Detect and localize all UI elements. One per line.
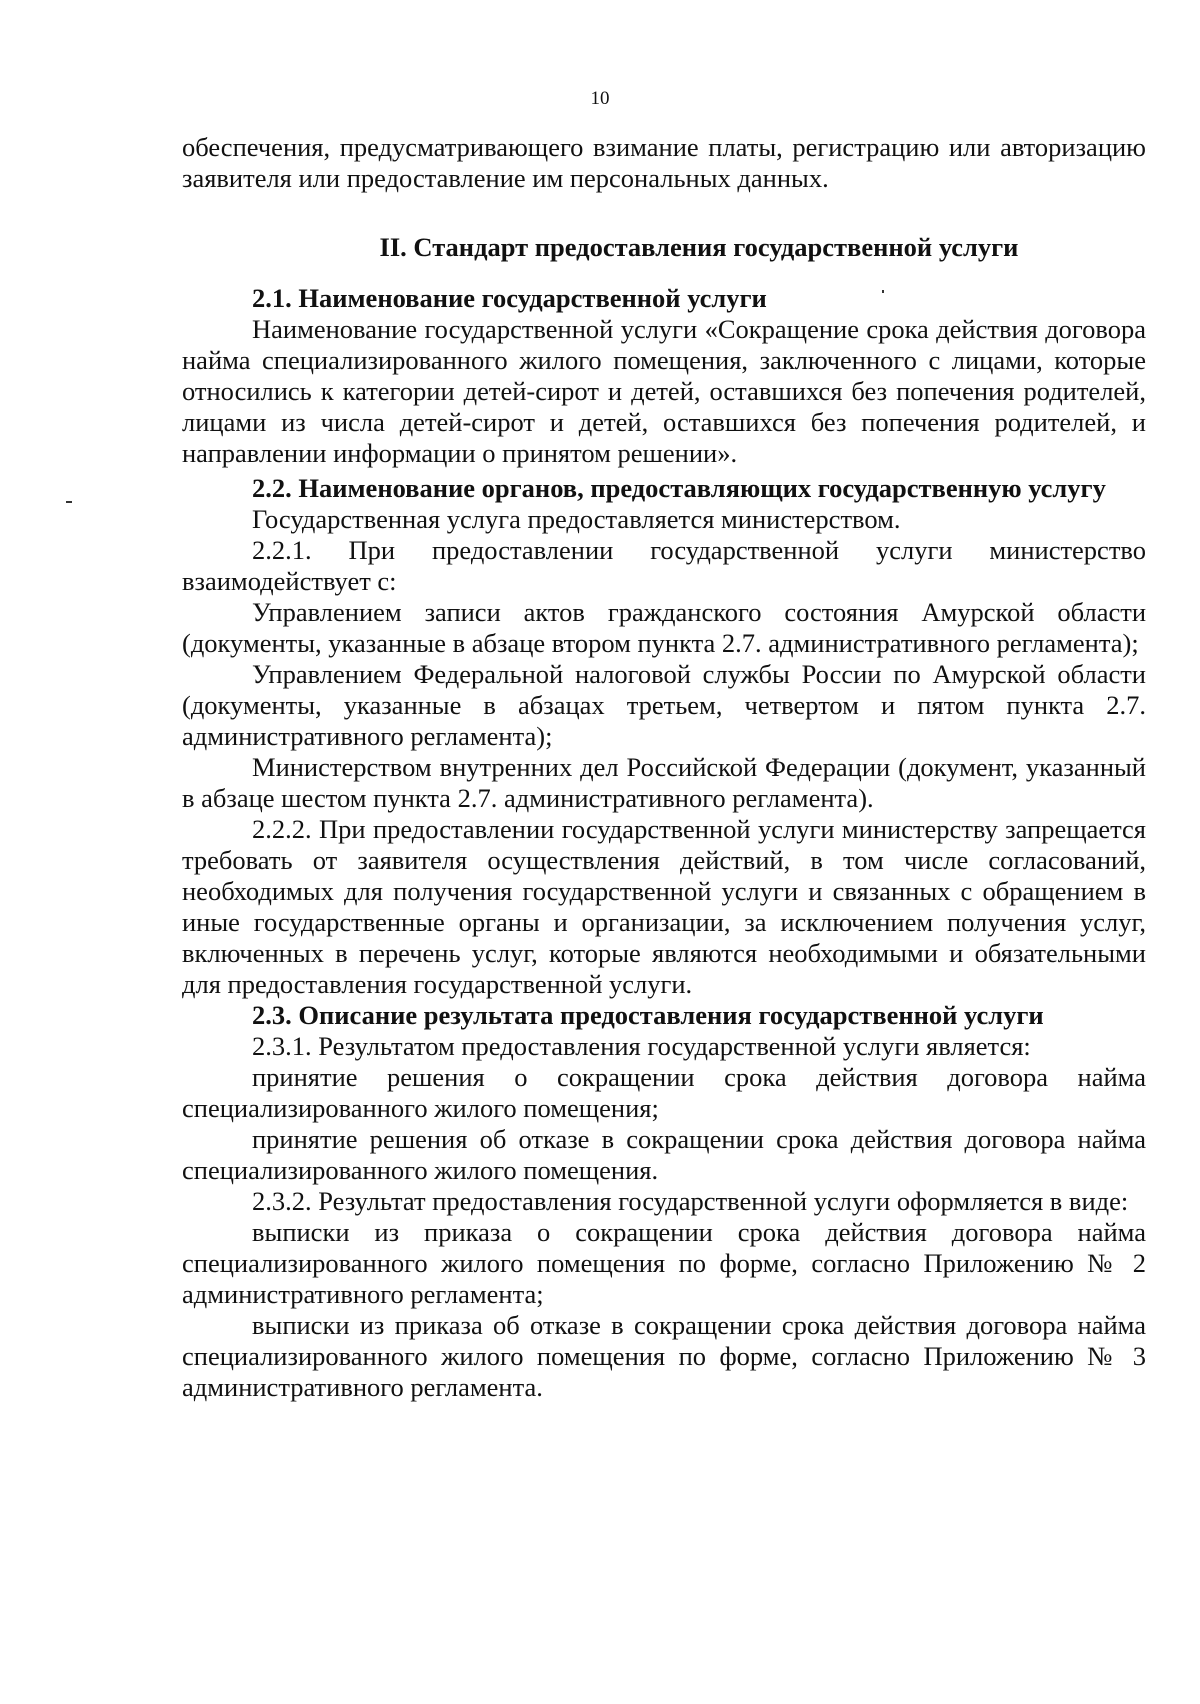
heading-2-1: 2.1. Наименование государственной услуги (252, 283, 767, 313)
paragraph-2-3-2-b: выписки из приказа об отказе в сокращении срока действия договора найма специализированного жилого помещения по форме, согласно Приложению № 3 административного регламента. (182, 1310, 1146, 1402)
heading-2-3: 2.3. Описание результата предоставления государственной услуги (252, 1000, 1044, 1030)
paragraph-2-3-1-b: принятие решения об отказе в сокращении срока действия договора найма специализированного жилого помещения. (182, 1124, 1146, 1185)
paragraph-intro: обеспечения, предусматривающего взимание платы, регистрацию или авторизацию заявителя или предоставление им персональных данных. (182, 132, 1146, 193)
paragraph-2-2-1-c: Министерством внутренних дел Российской Федерации (документ, указанный в абзаце шестом пункта 2.7. административного регламента). (182, 752, 1146, 813)
paragraph-2-2: Государственная услуга предоставляется министерством. (252, 504, 901, 534)
paragraph-2-2-1-a: Управлением записи актов гражданского состояния Амурской области (документы, указанные в абзаце втором пункта 2.7. административного регламента); (182, 597, 1146, 658)
paragraph-2-2-1: 2.2.1. При предоставлении государственной услуги министерство взаимодействует с: (182, 535, 1146, 596)
paragraph-2-2-1-b: Управлением Федеральной налоговой службы России по Амурской области (документы, указанные в абзацах третьем, четвертом и пятом пункта 2.7. административного регламента); (182, 659, 1146, 751)
paragraph-2-3-1: 2.3.1. Результатом предоставления государственной услуги является: (252, 1031, 1031, 1061)
scan-speck (66, 501, 72, 503)
paragraph-2-3-2-a: выписки из приказа о сокращении срока действия договора найма специализированного жилого помещения по форме, согласно Приложению № 2 административного регламента; (182, 1217, 1146, 1309)
paragraph-2-3-1-a: принятие решения о сокращении срока действия договора найма специализированного жилого помещения; (182, 1062, 1146, 1123)
paragraph-2-3-2: 2.3.2. Результат предоставления государственной услуги оформляется в виде: (252, 1186, 1129, 1216)
paragraph-2-2-2: 2.2.2. При предоставлении государственной услуги министерству запрещается требовать от заявителя осуществления действий, в том числе согласований, необходимых для получения государственной услуги и связанных с обращением в иные государственные органы и организации, за исключением получения услуг, включенных в перечень услуг, которые являются необходимыми и обязательными для предоставления государственной услуги. (182, 814, 1146, 999)
heading-2-2: 2.2. Наименование органов, предоставляющих государственную услугу (252, 473, 1106, 503)
page-number: 10 (590, 88, 610, 109)
paragraph-2-1: Наименование государственной услуги «Сокращение срока действия договора найма специализированного жилого помещения, заключенного с лицами, которые относились к категории детей-сирот и детей, оставшихся без попечения родителей, лицами из числа детей-сирот и детей, оставшихся без попечения родителей, и направлении информации о принятом решении». (182, 314, 1146, 468)
document-body (182, 132, 1146, 1403)
section-title: II. Стандарт предоставления государственной услуги (379, 232, 1019, 262)
